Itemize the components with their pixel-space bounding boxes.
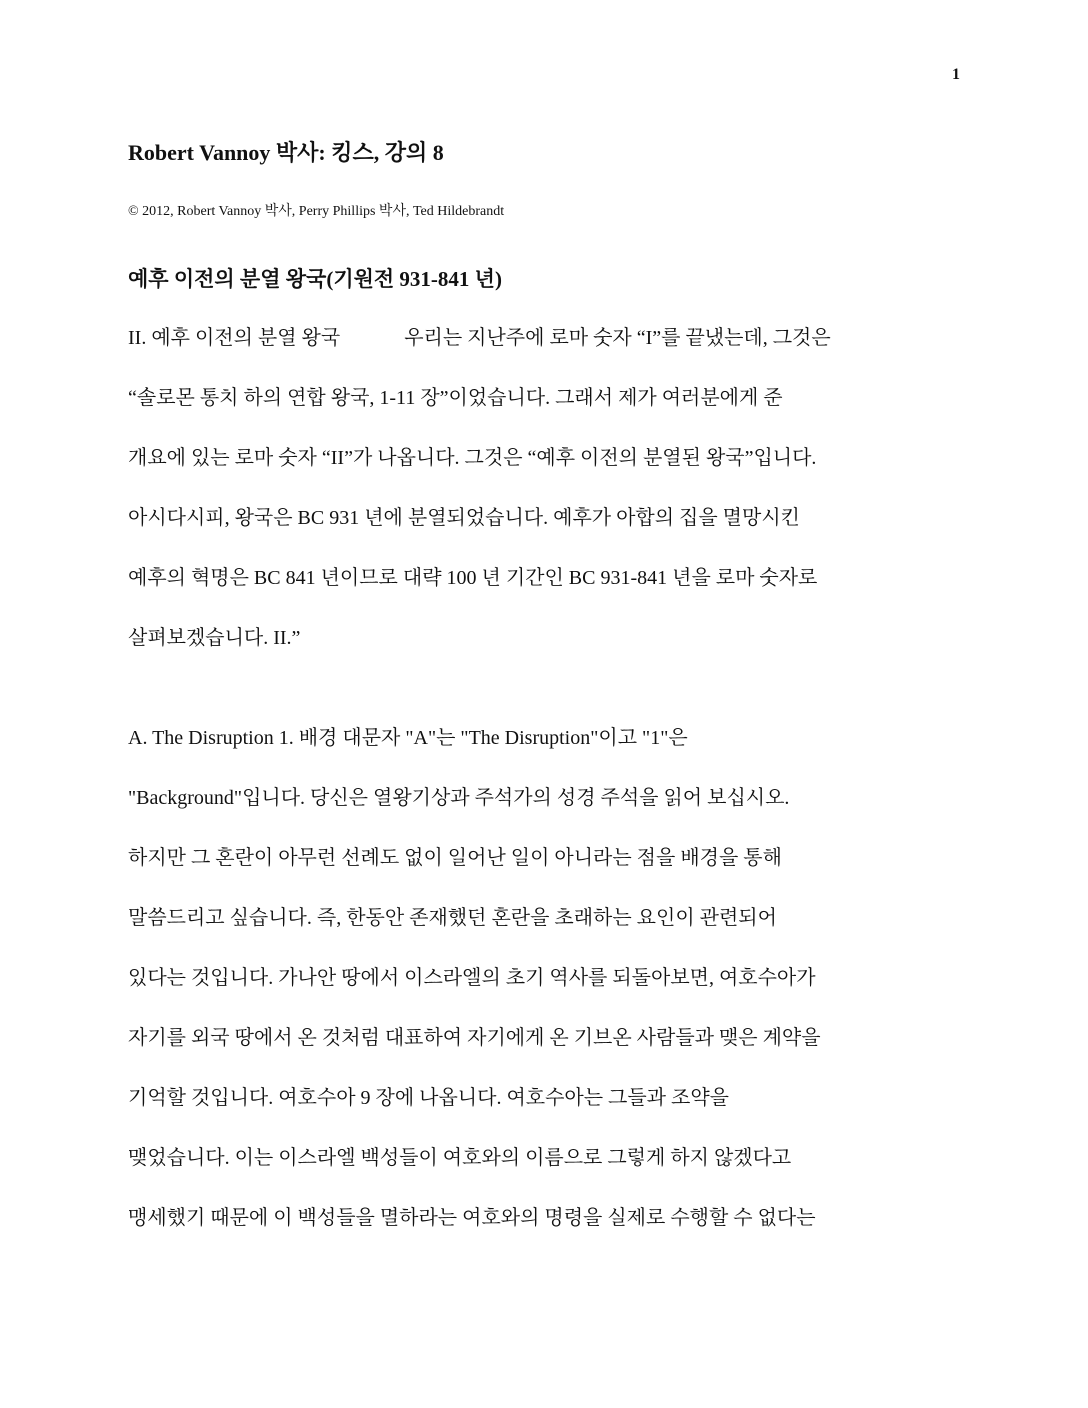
paragraph-line: 살펴보겠습니다. II.” [128,627,301,649]
page-number: 1 [952,66,960,83]
paragraph-line: 개요에 있는 로마 숫자 “II”가 나옵니다. 그것은 “예후 이전의 분열된 왕국”입니다. [128,447,817,469]
paragraph-line: 있다는 것입니다. 가나안 땅에서 이스라엘의 초기 역사를 되돌아보면, 여호수아가 [128,967,816,989]
paragraph-line: 아시다시피, 왕국은 BC 931 년에 분열되었습니다. 예후가 아합의 집을 멸망시킨 [128,507,800,529]
paragraph-line: “솔로몬 통치 하의 연합 왕국, 1-11 장”이었습니다. 그래서 제가 여러분에게 준 [128,387,783,409]
paragraph-line: A. The Disruption 1. 배경 대문자 "A"는 "The Disruption"이고 "1"은 [128,727,688,749]
outline-heading: II. 예후 이전의 분열 왕국 [128,327,341,349]
paragraph-line: "Background"입니다. 당신은 열왕기상과 주석가의 성경 주석을 읽어 보십시오. [128,787,790,809]
paragraph-line [128,326,831,350]
copyright-notice: © 2012, Robert Vannoy 박사, Perry Phillips 박사, Ted Hildebrandt [128,204,505,219]
paragraph-line: 하지만 그 혼란이 아무런 선례도 없이 일어난 일이 아니라는 점을 배경을 통해 [128,847,782,869]
paragraph-line: 말씀드리고 싶습니다. 즉, 한동안 존재했던 혼란을 초래하는 요인이 관련되어 [128,907,777,929]
section-heading: 예후 이전의 분열 왕국(기원전 931-841 년) [128,267,502,291]
document-title: Robert Vannoy 박사: 킹스, 강의 8 [128,140,444,165]
paragraph-line: 맺었습니다. 이는 이스라엘 백성들이 여호와의 이름으로 그렇게 하지 않겠다고 [128,1147,792,1169]
paragraph-line: 자기를 외국 땅에서 온 것처럼 대표하여 자기에게 온 기브온 사람들과 맺은 계약을 [128,1027,821,1049]
paragraph-line: 예후의 혁명은 BC 841 년이므로 대략 100 년 기간인 BC 931-841 년을 로마 숫자로 [128,567,818,589]
paragraph-text: 우리는 지난주에 로마 숫자 “I”를 끝냈는데, 그것은 [404,327,831,349]
paragraph-line: 맹세했기 때문에 이 백성들을 멸하라는 여호와의 명령을 실제로 수행할 수 없다는 [128,1207,816,1229]
paragraph-line: 기억할 것입니다. 여호수아 9 장에 나옵니다. 여호수아는 그들과 조약을 [128,1087,729,1109]
